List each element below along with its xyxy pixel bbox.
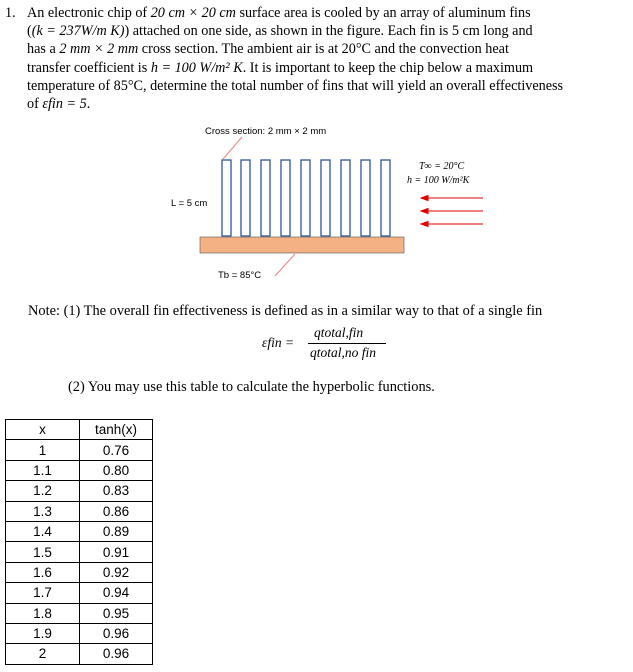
cell-tanh: 0.96 [80,623,153,643]
fin [222,160,231,236]
cell-tanh: 0.92 [80,562,153,582]
convection-coefficient-label: h = 100 W/m²K [407,175,470,186]
cell-tanh: 0.95 [80,603,153,623]
table-row [6,460,153,480]
note-1: Note: (1) The overall fin effectiveness is defined as in a similar way to that of a single fin [28,303,543,319]
cell-tanh: 0.89 [80,521,153,541]
fin [301,160,310,236]
problem-line-6: of εfin = 5. [27,96,91,113]
cell-tanh: 0.91 [80,542,153,562]
formula-numerator: qtotal,fin [314,325,364,340]
problem-line-2: ((k = 237W/m K)) attached on one side, as shown in the figure. Each fin is 5 cm long and [27,23,533,40]
fin [361,160,370,236]
ambient-temp-label: T∞ = 20°C [419,161,465,172]
cell-x: 1.7 [6,583,80,603]
fin [321,160,330,236]
arrow-head-icon [421,209,428,214]
table-row [6,583,153,603]
arrow-head-icon [421,222,428,227]
cell-x: 1.3 [6,501,80,521]
problem-line-3: has a 2 mm × 2 mm cross section. The ambient air is at 20°C and the convection heat [27,41,509,58]
cell-x: 1.5 [6,542,80,562]
cell-x: 1.6 [6,562,80,582]
table-header-x: x [6,420,80,440]
cell-tanh: 0.76 [80,440,153,460]
arrow-head-icon [421,196,428,201]
fin [341,160,350,236]
table-header-tanh: tanh(x) [80,420,153,440]
base-temp-label: Tb = 85°C [218,270,262,281]
cell-x: 1.4 [6,521,80,541]
cross-section-label: Cross section: 2 mm × 2 mm [205,126,327,137]
problem-statement [5,4,630,113]
fin-length-label: L = 5 cm [171,198,208,209]
fin-group [222,160,390,236]
table-row [6,623,153,643]
cell-tanh: 0.86 [80,501,153,521]
fin-array-figure [160,120,520,292]
cell-tanh: 0.83 [80,481,153,501]
note-2: (2) You may use this table to calculate the hyperbolic functions. [68,379,435,395]
fin [261,160,270,236]
cell-tanh: 0.96 [80,644,153,664]
table-row [6,501,153,521]
table-row [6,562,153,582]
cell-tanh: 0.80 [80,460,153,480]
fin [381,160,390,236]
table-row [6,542,153,562]
cell-x: 1 [6,440,80,460]
table-row [6,440,153,460]
table-row [6,481,153,501]
cell-x: 1.8 [6,603,80,623]
cross-section-leader [223,137,242,159]
airflow-arrows [421,196,483,227]
cell-x: 1.9 [6,623,80,643]
table-row [6,644,153,664]
problem-line-1: An electronic chip of 20 cm × 20 cm surface area is cooled by an array of aluminum fins [27,5,531,21]
table-row [6,521,153,541]
table-row [6,603,153,623]
problem-body [27,4,630,113]
formula-denominator: qtotal,no fin [310,345,377,360]
fin [281,160,290,236]
problem-line-5: temperature of 85°C, determine the total number of fins that will yield an overall effectiveness [27,77,564,94]
formula-lhs: εfin = [262,335,295,350]
problem-line-4: transfer coefficient is h = 100 W/m² K. It is important to keep the chip below a maximum [27,59,534,76]
tanh-table [5,419,153,665]
table-header-row [6,420,153,440]
fraction-bar [308,343,386,344]
cell-tanh: 0.94 [80,583,153,603]
fin [241,160,250,236]
chip-base [200,237,404,253]
cell-x: 1.2 [6,481,80,501]
base-temp-leader [275,254,295,276]
cell-x: 2 [6,644,80,664]
problem-number: 1. [5,5,16,21]
cell-x: 1.1 [6,460,80,480]
